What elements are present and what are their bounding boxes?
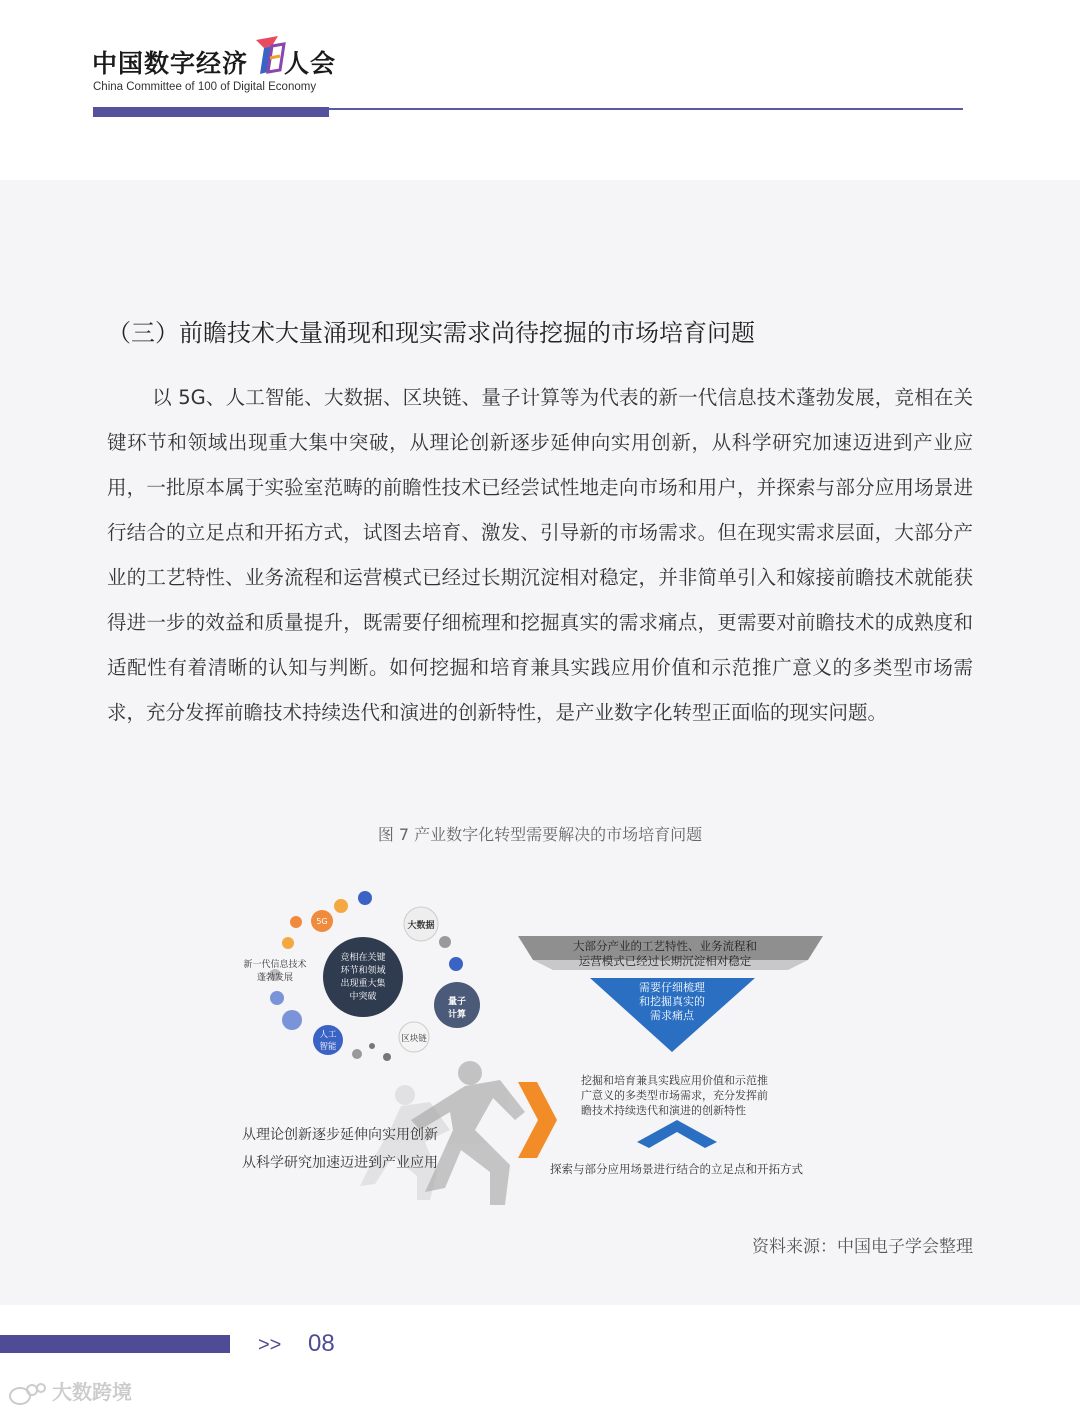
left-label-2: 蓬勃发展 [256, 973, 294, 983]
node-5g-label: 5G [316, 917, 328, 926]
body-paragraph [107, 375, 973, 735]
footer-arrows: >> [258, 1334, 282, 1356]
dot-5 [439, 936, 451, 948]
left-label-1: 新一代信息技术 [243, 960, 307, 970]
right-text-1: 挖掘和培育兼具实践应用价值和示范推 [581, 1074, 768, 1087]
node-center [323, 937, 403, 1017]
node-ai-label-2: 智能 [319, 1042, 337, 1052]
dot-4 [282, 937, 294, 949]
right-text-2: 广意义的多类型市场需求，充分发挥前 [581, 1089, 768, 1102]
header-accent-bar [93, 107, 329, 117]
dot-8 [270, 991, 284, 1005]
node-ai-label-1: 人工 [319, 1030, 337, 1040]
node-blockchain-label: 区块链 [401, 1034, 427, 1044]
watermark-text: 大数跨境 [52, 1380, 132, 1404]
triangle-top-label-1: 大部分产业的工艺特性、业务流程和 [573, 939, 757, 953]
triangle-mid-label-3: 需求痛点 [650, 1009, 694, 1022]
page-number: 08 [308, 1330, 335, 1357]
node-center-label-3: 出现重大集 [340, 979, 386, 989]
hundred-logo-icon [250, 34, 290, 78]
footer-accent-bar [0, 1335, 230, 1353]
org-name-right: 人会 [284, 49, 337, 78]
triangle-mid-label-2: 和挖掘真实的 [639, 995, 705, 1008]
node-quantum-label-2: 计算 [447, 1010, 467, 1020]
section-title: （三）前瞻技术大量涌现和现实需求尚待挖掘的市场培育问题 [107, 319, 755, 347]
dot-12 [383, 1053, 391, 1061]
runner-text-2: 从科学研究加速迈进到产业应用 [242, 1155, 438, 1171]
node-center-label-1: 竞相在关键 [340, 953, 386, 963]
dot-6 [449, 957, 463, 971]
node-center-label-2: 环节和领域 [340, 966, 386, 976]
up-chevron-icon [637, 1120, 717, 1148]
dot-11 [369, 1043, 375, 1049]
node-center-label-4: 中突破 [349, 992, 377, 1002]
dot-10 [352, 1049, 362, 1059]
page-header [0, 0, 1080, 180]
dot-7 [282, 1010, 302, 1030]
body-paragraph-text: 以 5G、人工智能、大数据、区块链、量子计算等为代表的新一代信息技术蓬勃发展，竞相在关键环节和领域出现重大集中突破，从理论创新逐步延伸向实用创新，从科学研究加速迈进到产业应用，一批原本属于实验室范畴的前瞻性技术已经尝试性地走向市场和用户，并探索与部分应用场景进行结合的立足点和开拓方式，试图去培育、激发、引导新的市场需求。但在现实需求层面，大部分产业的工艺特性、业务流程和运营模式已经过长期沉淀相对稳定，并非简单引入和嫁接前瞻技术就能获得进一步的效益和质量提升，既需要仔细梳理和挖掘真实的需求痛点，更需要对前瞻技术的成熟度和适配性有着清晰的认知与判断。如何挖掘和培育兼具实践应用价值和示范推广意义的多类型市场需求，充分发挥前瞻技术持续迭代和演进的创新特性，是产业数字化转型正面临的现实问题。 [107, 386, 973, 724]
dot-2 [334, 899, 348, 913]
watermark [8, 1376, 132, 1406]
weibo-icon [8, 1382, 48, 1406]
triangle-mid-label-1: 需要仔细梳理 [639, 981, 705, 994]
node-bigdata-label: 大数据 [407, 921, 435, 931]
runner-text-1: 从理论创新逐步延伸向实用创新 [242, 1127, 438, 1143]
right-text-3: 瞻技术持续迭代和演进的创新特性 [581, 1104, 746, 1117]
org-name-left: 中国数字经济 [92, 49, 249, 78]
figure-caption: 图 7 产业数字化转型需要解决的市场培育问题 [377, 825, 703, 844]
bottom-text: 探索与部分应用场景进行结合的立足点和开拓方式 [550, 1162, 803, 1176]
market-cultivation-diagram [225, 880, 845, 1210]
node-quantum-label-1: 量子 [447, 997, 467, 1007]
org-logo-chinese [92, 44, 336, 80]
org-name-english: China Committee of 100 of Digital Economy [93, 81, 317, 93]
source-note: 资料来源：中国电子学会整理 [752, 1237, 973, 1257]
dot-3 [290, 916, 302, 928]
dot-1 [358, 891, 372, 905]
triangle-top-label-2: 运营模式已经过长期沉淀相对稳定 [578, 954, 752, 968]
chevron-right-icon [518, 1082, 557, 1158]
